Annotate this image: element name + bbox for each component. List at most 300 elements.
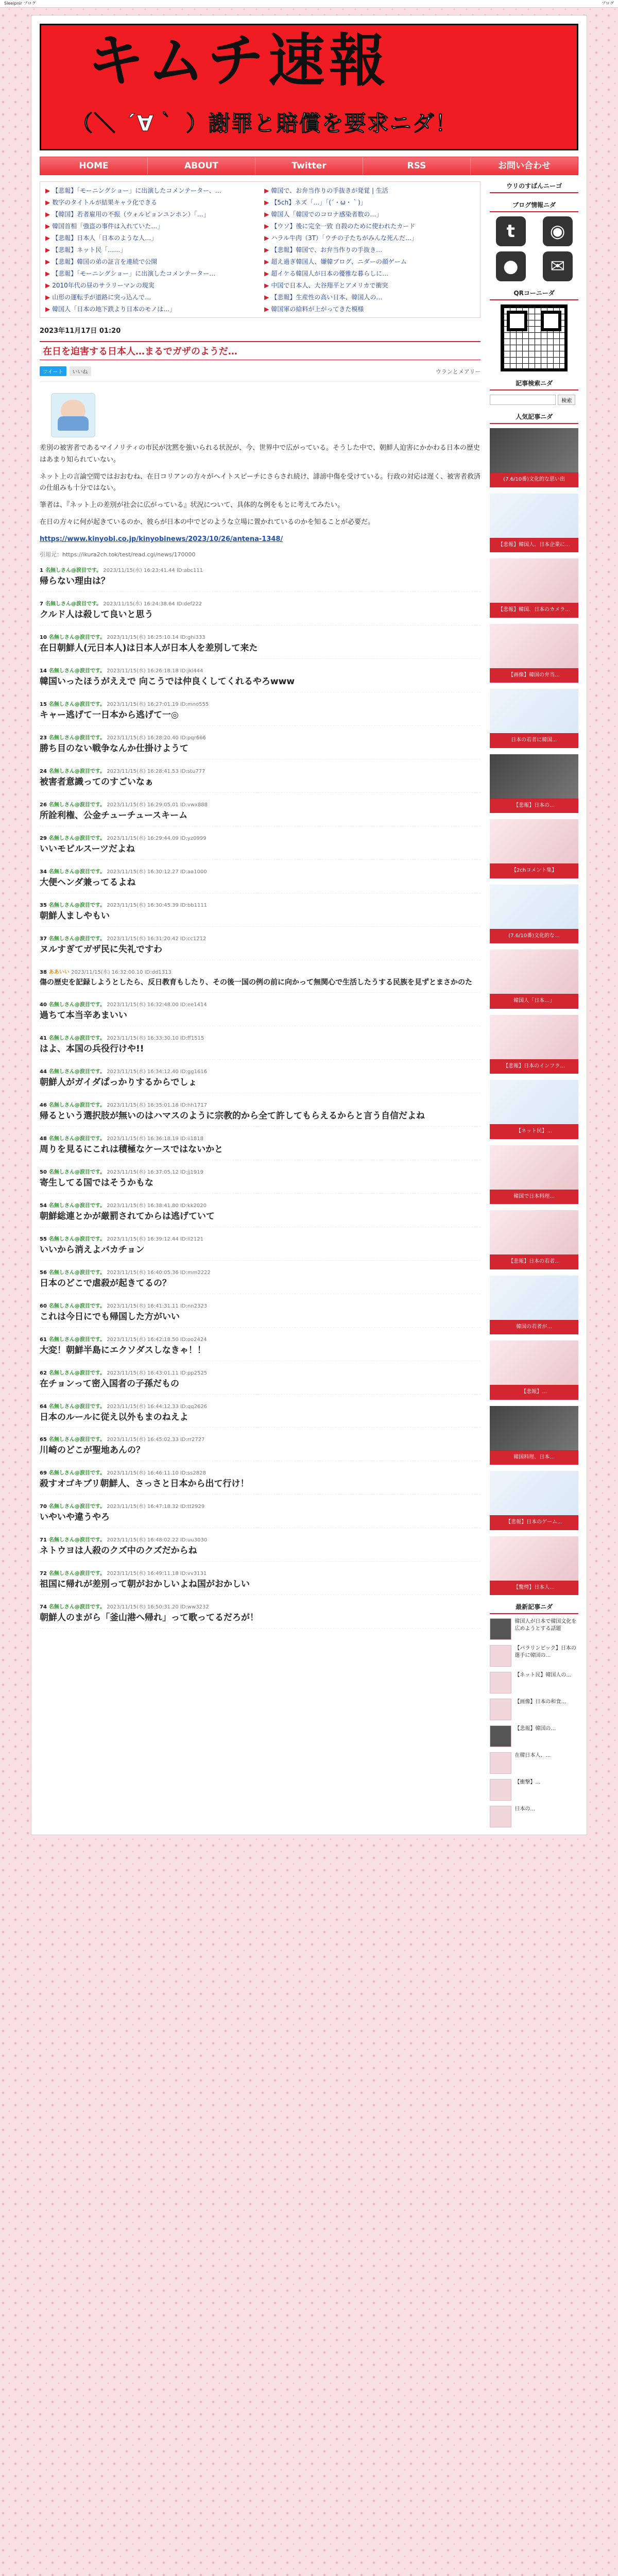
nav-contact[interactable]: お問い合わせ: [498, 161, 551, 171]
headline-text: 【悲報】ネット民「……」: [52, 246, 127, 253]
headline-bullet-icon: ▶: [45, 258, 50, 265]
reply-name: 名無しさん@涙目です。: [48, 902, 106, 908]
reply-meta: 2023/11/15(水) 16:30:12.27 ID:aa1000: [105, 869, 207, 875]
reply-body: 周りを見るにこれは積極なケースではないかと: [40, 1144, 224, 1155]
reply-header: [40, 1468, 480, 1476]
headline-bullet-icon: ▶: [45, 270, 50, 277]
article-paragraph: ネット上の言論空間ではおおむね、在日コリアンの方々がヘイトスピーチにさらされ続け、誹謗中傷を受けている。行政の対応は遅く、被害者救済の仕組みも十分ではない。: [40, 472, 481, 493]
ranking-thumbnail: [490, 754, 578, 799]
ranking-card[interactable]: [490, 689, 578, 748]
reply-name: 名無しさん@涙目です。: [48, 1202, 106, 1209]
ranking-text: (7.6/10番)文化的な…: [508, 933, 560, 939]
latest-thumbnail: [490, 1752, 511, 1774]
headline-item[interactable]: [45, 257, 256, 266]
reply-header: [40, 834, 480, 841]
reply-name: 名無しさん@涙目です。: [48, 668, 106, 674]
headline-text: 韓国で、お弁当作りの手抜きが発覚 | 生活: [271, 187, 388, 194]
ranking-card[interactable]: [490, 1341, 578, 1400]
reply-item: [40, 1368, 480, 1395]
reply-body: 殺すオゴキブリ朝鮮人、さっさと日本から出て行け！: [40, 1479, 249, 1489]
ranking-thumbnail: [490, 885, 578, 929]
reply-body: キャー逃げて一日本から逃げて一◎: [40, 710, 179, 721]
browser-topbar: [0, 0, 618, 8]
reply-meta: 2023/11/15(水) 16:38:41.80 ID:kk2020: [105, 1202, 207, 1209]
article: [40, 325, 480, 1629]
reply-meta: 2023/11/15(水) 16:35:01.18 ID:hh1717: [105, 1103, 208, 1109]
ranking-card[interactable]: [490, 428, 578, 487]
reply-body: 日本のどこで虐殺が起きてるの？: [40, 1278, 171, 1289]
latest-text: 韓国人が日本で韓国文化を広めようとする話題: [514, 1619, 577, 1632]
headline-bullet-icon: ▶: [264, 258, 269, 265]
headline-item[interactable]: [264, 210, 475, 218]
ranking-card[interactable]: [490, 1080, 578, 1139]
reply-body: 傷の歴史を記録しようとしたら、反日教育もしたり、その後一国の例の前に向かって無関心で生活したうする民族を見ずとまさかのた: [40, 978, 472, 987]
reply-item: [40, 733, 480, 759]
headline-bullet-icon: ▶: [264, 282, 269, 289]
article-paragraph: 筆者は、『ネット上の差別が社会に広がっている』状況について、具体的な例をもとに考えてみたい。: [40, 501, 344, 510]
headline-text: 【ウソ】後に完全一致 自殺のために使われたカード: [271, 223, 416, 230]
search-input[interactable]: [490, 395, 556, 405]
content-wrap: [31, 175, 587, 1835]
reply-meta: 2023/11/15(水) 16:50:31.20 ID:ww3232: [105, 1604, 209, 1611]
headline-text: 中国で日本人、大谷翔平とアメリカで衝突: [271, 282, 388, 289]
reply-meta: 2023/11/15(水) 16:24:38.64 ID:def222: [101, 601, 202, 607]
ranking-card[interactable]: [490, 494, 578, 553]
reply-number: 34: [40, 869, 47, 875]
reply-meta: 2023/11/15(水) 16:37:05.12 ID:jj1919: [105, 1169, 203, 1175]
page-container: [31, 15, 587, 1835]
reply-body: 過ちて本当辛あまいい: [40, 1010, 127, 1021]
reply-header: [40, 901, 480, 908]
latest-item[interactable]: [490, 1752, 578, 1774]
reply-name: 名無しさん@涙目です。: [48, 1403, 106, 1410]
reply-item: [40, 1134, 480, 1160]
reply-header: [40, 1067, 480, 1075]
reply-meta: 2023/11/15(水) 16:48:02.22 ID:uu3030: [105, 1537, 208, 1544]
ranking-card[interactable]: [490, 819, 578, 878]
headline-text: 【悲報】韓国で、お弁当作りの手抜き…: [271, 246, 383, 253]
reply-meta: 2023/11/15(水) 16:36:18.19 ID:ii1818: [105, 1136, 203, 1142]
reply-number: 38: [40, 969, 47, 975]
ranking-thumbnail: [490, 558, 578, 603]
headline-item[interactable]: [45, 222, 256, 230]
tweet-button[interactable]: ツイート: [40, 366, 66, 376]
reply-header: [40, 867, 480, 875]
reply-name: 名無しさん@涙目です。: [48, 1604, 106, 1611]
headline-item[interactable]: [45, 269, 256, 278]
headline-bullet-icon: ▶: [45, 211, 50, 218]
reply-header: [40, 1100, 480, 1108]
reply-number: 69: [40, 1470, 47, 1477]
headline-list: [40, 181, 480, 318]
ranking-card[interactable]: [490, 1145, 578, 1205]
reply-name: 名無しさん@涙目です。: [48, 735, 106, 741]
headline-bullet-icon: ▶: [45, 282, 50, 289]
ranking-box: [490, 412, 578, 1595]
headline-item[interactable]: [45, 304, 256, 313]
ranking-thumbnail: [490, 624, 578, 669]
latest-text: 【画像】日本の和食…: [514, 1699, 566, 1705]
reply-name: 名無しさん@涙目です。: [48, 768, 106, 774]
ranking-card[interactable]: [490, 754, 578, 814]
ranking-thumbnail: [490, 1341, 578, 1385]
qr-title: QRコーニーダ: [490, 289, 578, 300]
reply-name: 名無しさん@涙目です。: [48, 1036, 106, 1042]
article-source[interactable]: 引用元：https://ikura2ch.tok/test/read.cgi/news/170000: [40, 551, 196, 558]
article-link[interactable]: https://www.kinyobi.co.jp/kinyobinews/2023/10/26/antena-1348/: [40, 535, 283, 543]
like-button[interactable]: いいね: [70, 366, 91, 376]
reply-meta: 2023/11/15(水) 16:44:12.33 ID:qq2626: [105, 1403, 208, 1410]
reply-header: [40, 1535, 480, 1543]
ranking-card[interactable]: [490, 1406, 578, 1465]
reply-name: 名無しさん@涙目です。: [48, 1103, 106, 1109]
reply-body: 祖国に帰れが差別って朝がおかしいよね国がおかしい: [40, 1579, 250, 1590]
ranking-text: 【悲報】日本のインフラ…: [503, 1063, 565, 1069]
reply-item: [40, 867, 480, 893]
twitter-icon[interactable]: t: [496, 216, 526, 246]
reply-header: [40, 1201, 480, 1209]
article-meta-row: [40, 366, 480, 376]
headline-item[interactable]: [264, 257, 475, 266]
ranking-card[interactable]: [490, 1015, 578, 1074]
headline-item[interactable]: [264, 281, 475, 290]
reply-body: 在チョンって密入国者の子孫だもの: [40, 1378, 179, 1389]
ranking-thumbnail: [490, 1145, 578, 1190]
reply-header: [40, 1602, 480, 1610]
headline-bullet-icon: ▶: [264, 187, 269, 194]
reply-name: 名無しさん@涙目です。: [48, 1336, 106, 1343]
article-intro: [40, 443, 480, 545]
latest-thumbnail: [490, 1806, 511, 1827]
ranking-thumbnail: [490, 428, 578, 473]
headline-bullet-icon: ▶: [264, 294, 269, 301]
ranking-thumbnail: [490, 1015, 578, 1060]
reply-header: [40, 1167, 480, 1175]
reply-number: 14: [40, 668, 47, 674]
ranking-thumbnail: [490, 1276, 578, 1320]
headline-bullet-icon: ▶: [264, 199, 269, 206]
headline-item[interactable]: [45, 245, 256, 254]
reply-number: 29: [40, 835, 47, 841]
ranking-card[interactable]: [490, 950, 578, 1009]
headline-bullet-icon: ▶: [264, 223, 269, 230]
latest-thumbnail: [490, 1725, 511, 1747]
reply-item: [40, 1033, 480, 1060]
headline-text: ハラル牛肉（3T）「ウチの子たちがみんな死んだ…」: [271, 234, 418, 242]
headline-item[interactable]: [264, 198, 475, 207]
ranking-text: 日本の若者に韓国…: [511, 737, 558, 743]
ranking-card[interactable]: [490, 1276, 578, 1335]
headline-text: 韓国人「日本の地下鉄より日本のモノは…」: [52, 306, 176, 313]
reply-item: [40, 968, 480, 993]
reply-body: 所詮利権、公金チューチュースキーム: [40, 810, 188, 821]
ranking-card[interactable]: [490, 1471, 578, 1530]
reply-number: 70: [40, 1504, 47, 1510]
reply-body: いいから消えよバカチョン: [40, 1244, 145, 1255]
follow-box: [490, 181, 578, 193]
reply-body: 勝ち目のない戦争なんか仕掛けようて: [40, 743, 188, 754]
reply-body: 朝鮮人ましやもい: [40, 910, 110, 921]
latest-item[interactable]: [490, 1806, 578, 1827]
reply-meta: 2023/11/15(水) 16:46:11.10 ID:ss2828: [105, 1470, 206, 1477]
ranking-card[interactable]: [490, 1536, 578, 1596]
headline-item[interactable]: [264, 222, 475, 230]
reply-name: 名無しさん@涙目です。: [48, 702, 106, 708]
ranking-text: 【悲報】日本の…: [513, 802, 555, 808]
ranking-card[interactable]: [490, 1210, 578, 1269]
ranking-list: [490, 428, 578, 1595]
headline-item[interactable]: [45, 233, 256, 242]
headline-item[interactable]: [45, 293, 256, 301]
search-box: [490, 379, 578, 405]
article-date: 2023年11月17日 01:20: [40, 327, 121, 335]
nav-rss[interactable]: RSS: [363, 157, 471, 175]
headline-item[interactable]: [264, 293, 475, 301]
mail-icon[interactable]: ✉: [543, 251, 573, 281]
site-header: [40, 24, 578, 150]
reply-item: [40, 700, 480, 726]
reply-header: [40, 1033, 480, 1041]
reply-meta: 2023/11/15(水) 16:42:18.50 ID:oo2424: [105, 1336, 207, 1343]
ranking-thumbnail: [490, 1210, 578, 1255]
nav-home[interactable]: HOME: [40, 157, 148, 175]
blog-info-title: ブログ情報ニダ: [490, 200, 578, 212]
headline-text: 超イケる韓国人が日本の優雅な暮らしに…: [271, 270, 389, 277]
ranking-title: 人気記事ニダ: [490, 412, 578, 424]
reply-name: 名無しさん@涙目です。: [48, 1370, 106, 1376]
headline-bullet-icon: ▶: [45, 294, 50, 301]
reply-body: 韓国いったほうがええで 向こうでは仲良くしてくれるやろwww: [40, 676, 295, 687]
headline-item[interactable]: [264, 245, 475, 254]
reply-item: [40, 1100, 480, 1127]
ranking-card[interactable]: [490, 624, 578, 683]
reply-item: [40, 1435, 480, 1461]
reply-meta: 2023/11/15(水) 16:41:31.11 ID:nn2323: [105, 1303, 208, 1309]
reply-header: [40, 1000, 480, 1008]
ranking-text: 韓国の若者が…: [516, 1324, 553, 1330]
latest-thumbnail: [490, 1699, 511, 1720]
reply-name: 名無しさん@涙目です。: [48, 1437, 106, 1443]
latest-item[interactable]: [490, 1699, 578, 1720]
reply-header: [40, 800, 480, 808]
reply-name: ああいい: [48, 969, 70, 975]
ranking-thumbnail: [490, 1406, 578, 1451]
ranking-text: 【ネット民】…: [516, 1128, 553, 1134]
ranking-thumbnail: [490, 1080, 578, 1125]
reply-number: 64: [40, 1403, 47, 1410]
reply-name: 名無しさん@涙目です。: [48, 1269, 106, 1276]
reply-name: 名無しさん@涙目です。: [48, 802, 106, 808]
reply-item: [40, 1569, 480, 1595]
reply-header: [40, 934, 480, 942]
ranking-thumbnail: [490, 689, 578, 734]
reply-number: 72: [40, 1571, 47, 1577]
reply-name: 名無しさん@涙目です。: [48, 635, 106, 641]
reply-header: [40, 733, 480, 741]
headline-bullet-icon: ▶: [264, 270, 269, 277]
reply-item: [40, 1201, 480, 1227]
headline-item[interactable]: [264, 233, 475, 242]
reply-item: [40, 1167, 480, 1194]
reply-header: [40, 700, 480, 707]
headline-item[interactable]: [264, 304, 475, 313]
latest-thumbnail: [490, 1779, 511, 1801]
reply-name: 名無しさん@涙目です。: [45, 568, 102, 574]
ranking-text: 韓国人「日本…」: [513, 998, 555, 1004]
reply-number: 23: [40, 735, 47, 741]
reply-body: 大変！朝鮮半島にエクソダスしなきゃ！！: [40, 1345, 206, 1355]
headline-text: 【5ch】ネズ「…」「(´・ω・｀)」: [271, 199, 367, 206]
reply-name: 名無しさん@涙目です。: [48, 1571, 106, 1577]
article-paragraph: 差別の被害者であるマイノリティの市民が沈黙を強いられる状況が、今、世界中で広がっている。そうした中で、朝鮮人迫害にかかわる日本の歴史はあまり知られていない。: [40, 444, 480, 464]
reply-name: 名無しさん@涙目です。: [48, 1470, 106, 1477]
reply-meta: 2023/11/15(水) 16:27:01.19 ID:mno555: [105, 702, 209, 708]
social-icon-grid: [490, 216, 578, 281]
reply-number: 60: [40, 1303, 47, 1309]
reply-number: 54: [40, 1202, 47, 1209]
nav-about[interactable]: ABOUT: [148, 157, 255, 175]
ranking-text: 【驚愕】日本人…: [513, 1584, 555, 1590]
headline-text: 山形の運転手が道路に突っ込んで…: [52, 294, 151, 301]
reply-body: 朝鮮人のまがら「釜山港へ帰れ」って歌ってるだろが！: [40, 1613, 259, 1623]
reply-meta: 2023/11/15(水) 16:30:45.39 ID:bb1111: [105, 902, 208, 908]
site-tagline: （＼ ´∀｀ ）謝罪と賠償を要求ニダ！: [71, 111, 458, 136]
search-row: [490, 395, 578, 405]
reply-name: 名無しさん@涙目です。: [48, 1303, 106, 1309]
reply-number: 65: [40, 1437, 47, 1443]
ranking-text: 【2chコメント集】: [511, 868, 557, 873]
headline-item[interactable]: [45, 186, 256, 195]
reply-meta: 2023/11/15(水) 16:32:00.10 ID:dd1313: [69, 969, 171, 975]
reply-name: 名無しさん@涙目です。: [48, 1504, 106, 1510]
reply-meta: 2023/11/15(水) 16:34:12.40 ID:gg1616: [105, 1069, 208, 1075]
latest-thumbnail: [490, 1672, 511, 1693]
headline-bullet-icon: ▶: [264, 211, 269, 218]
latest-thumbnail: [490, 1645, 511, 1667]
reply-item: [40, 1335, 480, 1361]
latest-item[interactable]: [490, 1672, 578, 1693]
comment-link[interactable]: ウランとメアリー: [435, 368, 481, 375]
reply-number: 71: [40, 1537, 47, 1544]
latest-item[interactable]: [490, 1645, 578, 1667]
headline-item[interactable]: [264, 186, 475, 195]
reply-body: いやいや違うやろ: [40, 1512, 110, 1523]
reply-meta: 2023/11/15(水) 16:23:41.44 ID:abc111: [101, 568, 203, 574]
latest-item[interactable]: [490, 1618, 578, 1640]
ranking-thumbnail: [490, 950, 578, 994]
reply-header: [40, 633, 480, 640]
reply-header: [40, 1268, 480, 1276]
reply-name: 名無しさん@涙目です。: [48, 1236, 106, 1242]
latest-title: 最新記事ニダ: [490, 1602, 578, 1614]
headline-text: 韓国人「韓国でのコロナ感染者数の…」: [271, 211, 383, 218]
search-button[interactable]: 検索: [558, 395, 575, 405]
reply-header: [40, 767, 480, 774]
reply-name: 名無しさん@涙目です。: [48, 869, 106, 875]
reply-body: はよ、本国の兵役行けや!!: [40, 1044, 144, 1055]
reply-item: [40, 599, 480, 625]
headline-bullet-icon: ▶: [45, 246, 50, 253]
search-title: 記事検索ニダ: [490, 379, 578, 391]
ranking-text: 【悲報】…: [521, 1389, 547, 1395]
reply-number: 50: [40, 1169, 47, 1175]
reply-number: 74: [40, 1604, 47, 1611]
headline-item[interactable]: [264, 269, 475, 278]
reply-body: クルド人は殺して良いと思う: [40, 609, 153, 620]
headline-bullet-icon: ▶: [45, 187, 50, 194]
latest-item[interactable]: [490, 1725, 578, 1747]
nav-twitter[interactable]: Twitter: [255, 157, 363, 175]
reply-body: 帰らない理由は？: [40, 576, 110, 587]
reply-body: 在日朝鮮人(元日本人)は日本人が日本人を差別して来た: [40, 643, 258, 654]
reply-number: 48: [40, 1136, 47, 1142]
headline-text: 【韓国】若者雇用の不振（ウォルビョンユンホン）「…」: [52, 211, 210, 218]
reply-number: 7: [40, 601, 43, 607]
reply-meta: 2023/11/15(水) 16:25:10.14 ID:ghi333: [105, 635, 205, 641]
person-icon[interactable]: ●: [496, 251, 526, 281]
reply-meta: 2023/11/15(水) 16:33:30.10 ID:ff1515: [105, 1036, 204, 1042]
reply-number: 46: [40, 1103, 47, 1109]
latest-text: 【悲報】韓国の…: [514, 1726, 556, 1732]
ranking-card[interactable]: [490, 558, 578, 618]
ranking-thumbnail: [490, 1536, 578, 1581]
reply-header: [40, 968, 480, 975]
reply-item: [40, 1067, 480, 1093]
browser-topbar-left: Sleeipnir ブログ: [4, 1, 36, 6]
reply-item: [40, 566, 480, 592]
reply-number: 10: [40, 635, 47, 641]
ranking-text: 韓国で日本料理…: [513, 1193, 555, 1199]
headline-bullet-icon: ▶: [264, 246, 269, 253]
ranking-text: (7.6/10番)文化的な思い出: [503, 477, 565, 482]
reply-name: 名無しさん@涙目です。: [48, 1169, 106, 1175]
reply-item: [40, 1000, 480, 1026]
reply-meta: 2023/11/15(水) 16:45:02.33 ID:rr2727: [105, 1437, 205, 1443]
reply-number: 40: [40, 1002, 47, 1008]
headline-item[interactable]: [45, 198, 256, 207]
reply-meta: 2023/11/15(水) 16:39:12.44 ID:ll2121: [105, 1236, 203, 1242]
reply-item: [40, 1468, 480, 1495]
headline-item[interactable]: [45, 210, 256, 218]
headline-text: 【悲報】「モーニングショー」に出演したコメンテーター…: [52, 270, 216, 277]
ranking-thumbnail: [490, 819, 578, 864]
ranking-text: 【悲報】韓国、日本のカメラ…: [498, 607, 571, 613]
reply-name: 名無しさん@涙目です。: [48, 1136, 106, 1142]
reply-number: 26: [40, 802, 47, 808]
headline-item[interactable]: [45, 281, 256, 290]
reply-meta: 2023/11/15(水) 16:28:41.53 ID:stu777: [105, 768, 205, 774]
reply-number: 1: [40, 568, 43, 574]
reply-number: 35: [40, 902, 47, 908]
reply-item: [40, 1268, 480, 1294]
reply-body: 寄生してる国ではそうかもな: [40, 1177, 153, 1188]
reply-body: 帰るという選択肢が無いのはハマスのように宗教的から全て許してもらえるからと言う自信だよね: [40, 1111, 425, 1122]
reply-header: [40, 1435, 480, 1443]
reply-number: 41: [40, 1036, 47, 1042]
reply-meta: 2023/11/15(水) 16:43:01.11 ID:pp2525: [105, 1370, 208, 1376]
reply-name: 名無しさん@涙目です。: [48, 1002, 106, 1008]
latest-item[interactable]: [490, 1779, 578, 1801]
ranking-thumbnail: [490, 1471, 578, 1516]
reply-body: 朝鮮人がガイダぱっかりするからでしょ: [40, 1077, 197, 1088]
reply-number: 15: [40, 702, 47, 708]
ranking-card[interactable]: [490, 885, 578, 944]
article-summary: [40, 381, 480, 558]
rss-icon[interactable]: ◉: [543, 216, 573, 246]
ranking-text: 韓国料理、日本…: [513, 1454, 555, 1460]
reply-name: 名無しさん@涙目です。: [45, 601, 102, 607]
mascot-image: [51, 393, 95, 437]
